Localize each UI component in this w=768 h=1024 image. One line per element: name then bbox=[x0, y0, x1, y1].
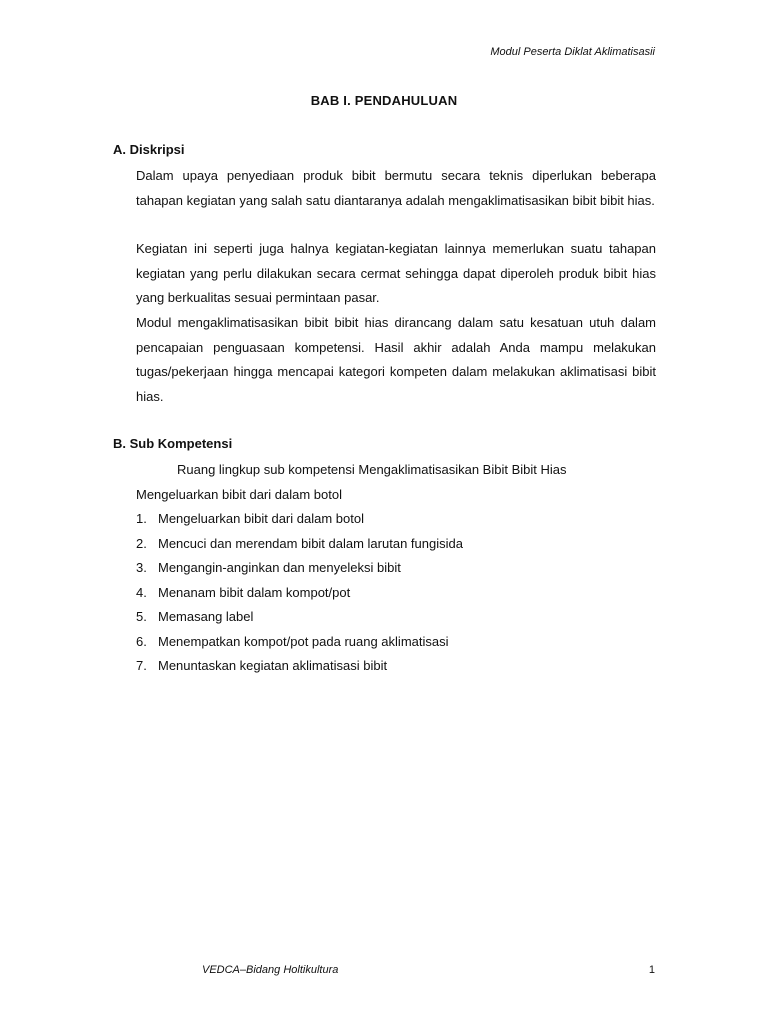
step-list bbox=[136, 507, 463, 679]
sub-competency-title: Mengeluarkan bibit dari dalam botol bbox=[136, 487, 342, 502]
description-paragraph-2: Kegiatan ini seperti juga halnya kegiatan-kegiatan lainnya memerlukan suatu tahapan kegiatan yang perlu dilakukan secara cermat sehingga dapat diperoleh produk bibit hias yang berkualitas sesuai permintaan pasar. bbox=[136, 241, 656, 305]
step-item bbox=[136, 532, 463, 557]
description-paragraph-3: Modul mengaklimatisasikan bibit bibit hias dirancang dalam satu kesatuan utuh dalam pencapaian penguasaan kompetensi. Hasil akhir adalah Anda mampu melakukan tugas/pekerjaan hingga mencapai kategori kompeten dalam melakukan aklimatisasi bibit hias. bbox=[136, 315, 656, 404]
step-item bbox=[136, 507, 463, 532]
step-item bbox=[136, 581, 463, 606]
step-number: 5. bbox=[136, 609, 147, 624]
competency-scope-intro: Ruang lingkup sub kompetensi Mengaklimatisasikan Bibit Bibit Hias bbox=[177, 462, 567, 477]
step-item bbox=[136, 605, 463, 630]
step-text: Menanam bibit dalam kompot/pot bbox=[158, 584, 351, 600]
step-item bbox=[136, 556, 463, 581]
chapter-title: BAB I. PENDAHULUAN bbox=[310, 93, 458, 108]
running-header: Modul Peserta Diklat Aklimatisasii bbox=[490, 46, 655, 58]
step-number: 3. bbox=[136, 560, 147, 575]
section-b-heading: B. Sub Kompetensi bbox=[113, 436, 233, 451]
step-number: 7. bbox=[136, 658, 147, 673]
step-text: Menuntaskan kegiatan aklimatisasi bibit bbox=[158, 658, 388, 673]
step-item bbox=[136, 654, 463, 679]
step-text: Menempatkan kompot/pot pada ruang aklimatisasi bbox=[158, 633, 449, 649]
page-number: 1 bbox=[648, 964, 655, 976]
step-number: 2. bbox=[136, 535, 147, 551]
step-text: Mencuci dan merendam bibit dalam larutan fungisida bbox=[158, 535, 463, 551]
footer-institution: VEDCA–Bidang Holtikultura bbox=[202, 964, 339, 976]
step-item bbox=[136, 630, 463, 655]
section-a-heading: A. Diskripsi bbox=[113, 142, 185, 157]
step-number: 1. bbox=[136, 511, 147, 526]
step-text: Mengangin-anginkan dan menyeleksi bibit bbox=[158, 560, 401, 575]
step-text: Memasang label bbox=[158, 609, 254, 624]
step-text: Mengeluarkan bibit dari dalam botol bbox=[158, 511, 364, 526]
step-number: 6. bbox=[136, 633, 147, 649]
description-paragraph-1: Dalam upaya penyediaan produk bibit bermutu secara teknis diperlukan beberapa tahapan kegiatan yang salah satu diantaranya adalah mengaklimatisasikan bibit bibit hias. bbox=[136, 168, 656, 208]
step-number: 4. bbox=[136, 584, 147, 600]
